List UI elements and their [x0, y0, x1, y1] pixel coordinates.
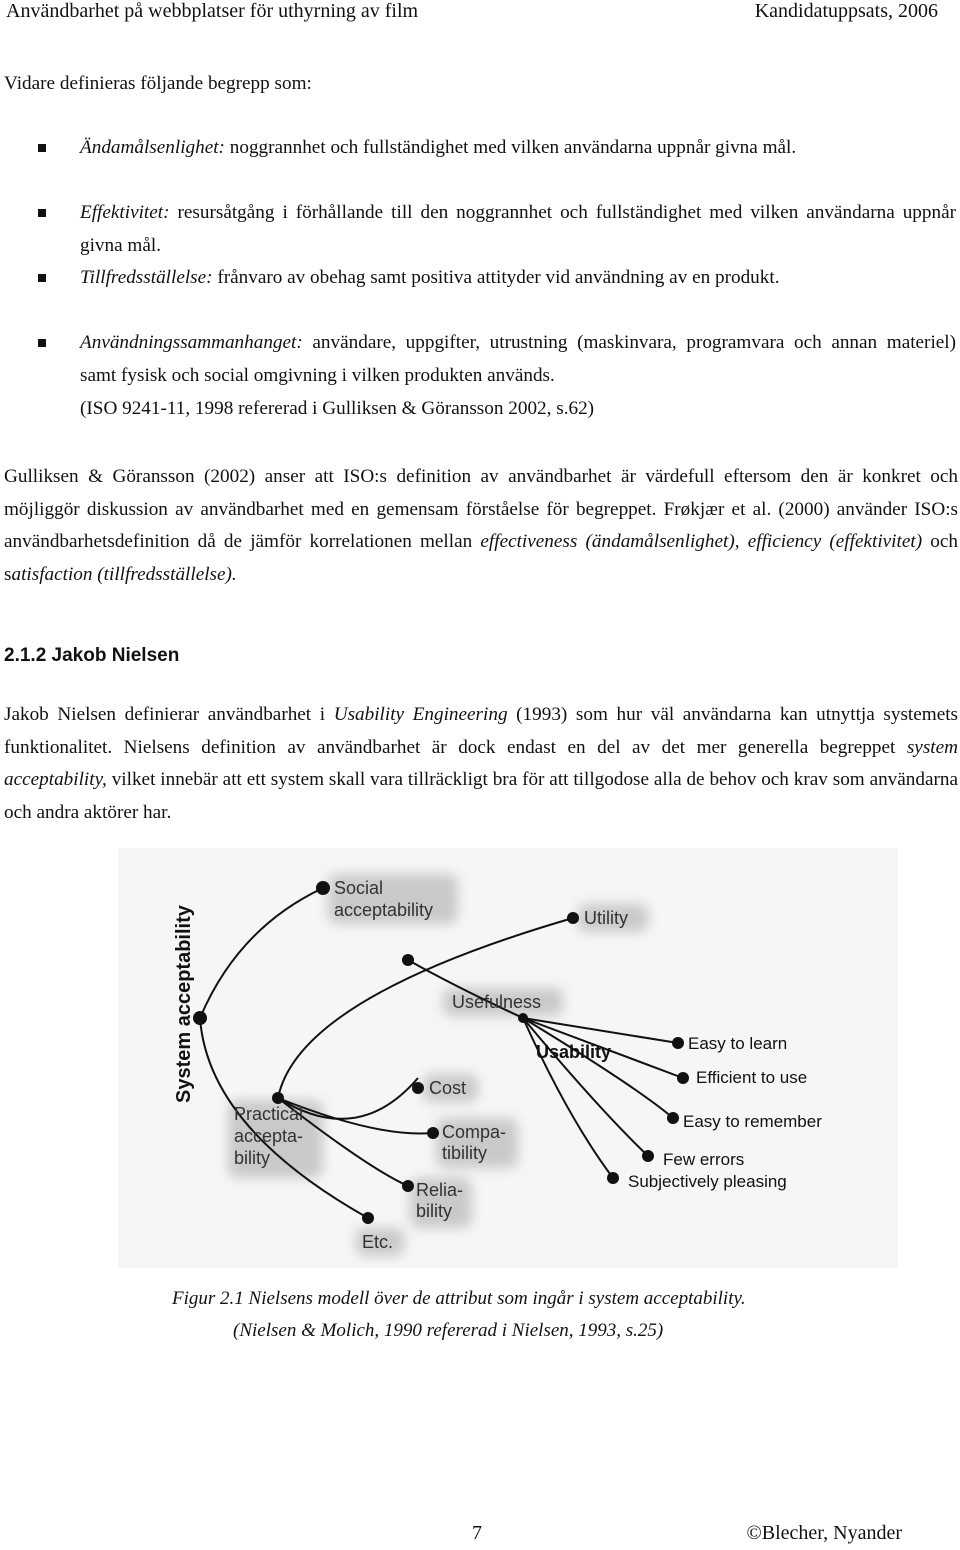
- definition-text: användare, uppgifter, utrustning (maskinvara, programvara och annan materiel) samt fysisk och social omgivning i vilken produkten används.: [80, 332, 957, 386]
- definition-item-4: [80, 327, 956, 392]
- paragraph-nielsen: [4, 699, 958, 829]
- term-satisfaction: atisfaction (tillfredsställelse).: [11, 563, 237, 585]
- iso-reference: (ISO 9241-11, 1998 refererad i Gulliksen & Göransson 2002, s.62): [80, 398, 595, 419]
- term-system-acceptability: system acceptability,: [4, 736, 958, 790]
- label-compatibility-1: Compa-: [442, 1122, 507, 1142]
- label-usefulness: Usefulness: [452, 992, 542, 1012]
- figure-source: (Nielsen & Molich, 1990 refererad i Nielsen, 1993, s.25): [233, 1320, 664, 1341]
- definition-term: Ändamålsenlighet:: [80, 137, 225, 158]
- bullet-3: [38, 274, 46, 282]
- term-effectiveness: effectiveness (ändamålsenlighet): [480, 531, 735, 552]
- definition-text: noggrannhet och fullständighet med vilken användarna uppnår givna mål.: [229, 137, 797, 158]
- label-etc: Etc.: [362, 1232, 394, 1252]
- bullet-1: [38, 144, 46, 152]
- label-practical-3: bility: [234, 1148, 271, 1168]
- label-system-acceptability: System acceptability: [173, 905, 195, 1103]
- label-easy-to-learn: Easy to learn: [688, 1034, 788, 1053]
- page-number: 7: [472, 1522, 482, 1544]
- section-heading: 2.1.2 Jakob Nielsen: [4, 645, 180, 666]
- paragraph-text: vilket innebär att ett system skall vara tillräckligt bra för att tillgodose alla de behov och krav som användarna och andra aktörer har.: [4, 769, 958, 823]
- figure-system-acceptability: [118, 848, 898, 1268]
- definition-item-2: [80, 197, 956, 262]
- footer-authors: ©Blecher, Nyander: [746, 1522, 902, 1544]
- running-header-title: Användbarhet på webbplatser för uthyrning av film: [6, 0, 419, 22]
- term-efficiency: efficiency (effektivitet): [747, 531, 923, 552]
- definition-item-3: [80, 262, 956, 295]
- label-compatibility-2: tibility: [442, 1143, 488, 1163]
- running-header-meta: Kandidatuppsats, 2006: [754, 0, 938, 22]
- label-efficient-to-use: Efficient to use: [696, 1068, 808, 1087]
- intro-text: Vidare definieras följande begrepp som:: [4, 73, 312, 94]
- label-reliability-2: bility: [416, 1201, 453, 1221]
- definition-term: Effektivitet:: [80, 202, 170, 223]
- paragraph-text: (1993) som hur väl användarna kan utnyttja systemets funktionalitet. Nielsens definition av användbarhet är dock endast en del av det mer generella begreppet: [4, 704, 959, 758]
- label-few-errors: Few errors: [663, 1150, 745, 1169]
- definition-text: frånvaro av obehag samt positiva attityder vid användning av en produkt.: [217, 267, 780, 288]
- paragraph-gulliksen: [4, 461, 958, 591]
- label-social-1: Social: [334, 878, 384, 898]
- definition-text: resursåtgång i förhållande till den noggrannhet och fullständighet med vilken användarna uppnår givna mål.: [80, 202, 956, 256]
- paragraph-text: Gulliksen & Göransson (2002) anser att ISO:s definition av användbarhet är värdefull eftersom den är konkret och möjliggör diskussion av användbarhet med en gemensam förståelse för begreppet. Frøkjær et al. (2000) använder ISO:s användbarhetsdefinition då de jämför korrelationen mellan: [4, 466, 958, 552]
- figure-caption: Figur 2.1 Nielsens modell över de attribut som ingår i system acceptability.: [172, 1288, 746, 1309]
- definition-term: Användningssammanhanget:: [80, 332, 303, 353]
- label-usability: Usability: [536, 1042, 612, 1062]
- conjunction: och s: [4, 531, 958, 585]
- definition-item-1: [80, 132, 956, 165]
- label-cost: Cost: [429, 1078, 467, 1098]
- label-easy-to-remember: Easy to remember: [683, 1112, 822, 1131]
- label-social-2: acceptability: [334, 900, 434, 920]
- book-title: Usability Engineering: [333, 704, 508, 725]
- separator: ,: [734, 531, 748, 552]
- bullet-4: [38, 339, 46, 347]
- figure-background: [118, 848, 898, 1268]
- label-utility: Utility: [584, 908, 628, 928]
- paragraph-text: Jakob Nielsen definierar användbarhet i: [4, 704, 334, 725]
- label-reliability-1: Relia-: [416, 1180, 464, 1200]
- label-subjectively-pleasing: Subjectively pleasing: [628, 1172, 787, 1191]
- definition-term: Tillfredsställelse:: [80, 267, 213, 288]
- bullet-2: [38, 209, 46, 217]
- label-practical-2: accepta-: [234, 1126, 304, 1146]
- label-practical-1: Practical: [234, 1104, 304, 1124]
